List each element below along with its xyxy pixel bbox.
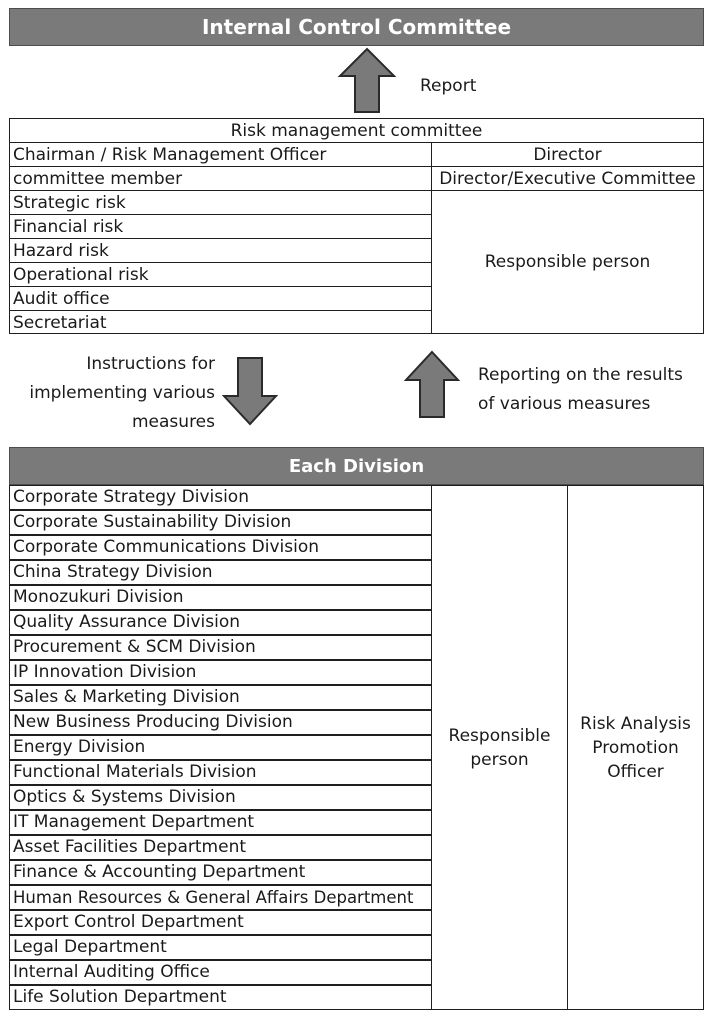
division-row: Functional Materials Division (9, 760, 432, 785)
chairman-cell: Chairman / Risk Management Officer (9, 142, 432, 167)
instructions-line: implementing various (29, 383, 215, 403)
division-row: IT Management Department (9, 810, 432, 835)
division-row: Sales & Marketing Division (9, 685, 432, 710)
risk-committee-title: Risk management committee (9, 118, 704, 143)
division-row: Life Solution Department (9, 985, 432, 1010)
risk-responsible-cell: Responsible person (431, 190, 704, 334)
officer-line: Risk Analysis (580, 713, 691, 734)
risk-row: Operational risk (9, 262, 432, 287)
risk-row: Financial risk (9, 214, 432, 239)
division-row: IP Innovation Division (9, 660, 432, 685)
division-row: Quality Assurance Division (9, 610, 432, 635)
each-division-header (9, 447, 704, 485)
division-row: Legal Department (9, 935, 432, 960)
division-row: Corporate Communications Division (9, 535, 432, 560)
division-row: Asset Facilities Department (9, 835, 432, 860)
division-row: Human Resources & General Affairs Department (9, 885, 432, 910)
risk-row: Audit office (9, 286, 432, 311)
committee-member-cell: committee member (9, 166, 432, 191)
division-row: Procurement & SCM Division (9, 635, 432, 660)
responsible-line: person (470, 749, 529, 770)
division-row: Corporate Sustainability Division (9, 510, 432, 535)
division-row: Finance & Accounting Department (9, 860, 432, 885)
reporting-line: of various measures (478, 394, 651, 414)
division-row: Monozukuri Division (9, 585, 432, 610)
responsible-line: Responsible (448, 725, 551, 746)
director-cell: Director (431, 142, 704, 167)
division-row: Energy Division (9, 735, 432, 760)
division-responsible-cell (431, 485, 568, 1010)
risk-analysis-officer-cell (567, 485, 704, 1010)
instructions-line: measures (132, 412, 215, 432)
director-exec-cell: Director/Executive Committee (431, 166, 704, 191)
division-row: China Strategy Division (9, 560, 432, 585)
officer-line: Promotion (592, 737, 679, 758)
division-row: Optics & Systems Division (9, 785, 432, 810)
instructions-line: Instructions for (86, 354, 215, 374)
internal-control-committee-title: Internal Control Committee (201, 15, 512, 39)
risk-row: Secretariat (9, 310, 432, 334)
risk-row: Strategic risk (9, 190, 432, 215)
division-row: New Business Producing Division (9, 710, 432, 735)
division-row: Corporate Strategy Division (9, 485, 432, 510)
division-row: Export Control Department (9, 910, 432, 935)
risk-row: Hazard risk (9, 238, 432, 263)
reporting-line: Reporting on the results (478, 365, 683, 385)
division-row: Internal Auditing Office (9, 960, 432, 985)
officer-line: Officer (607, 761, 664, 782)
each-division-title: Each Division (288, 455, 425, 477)
report-label: Report (420, 76, 477, 96)
reporting-label (478, 361, 683, 419)
